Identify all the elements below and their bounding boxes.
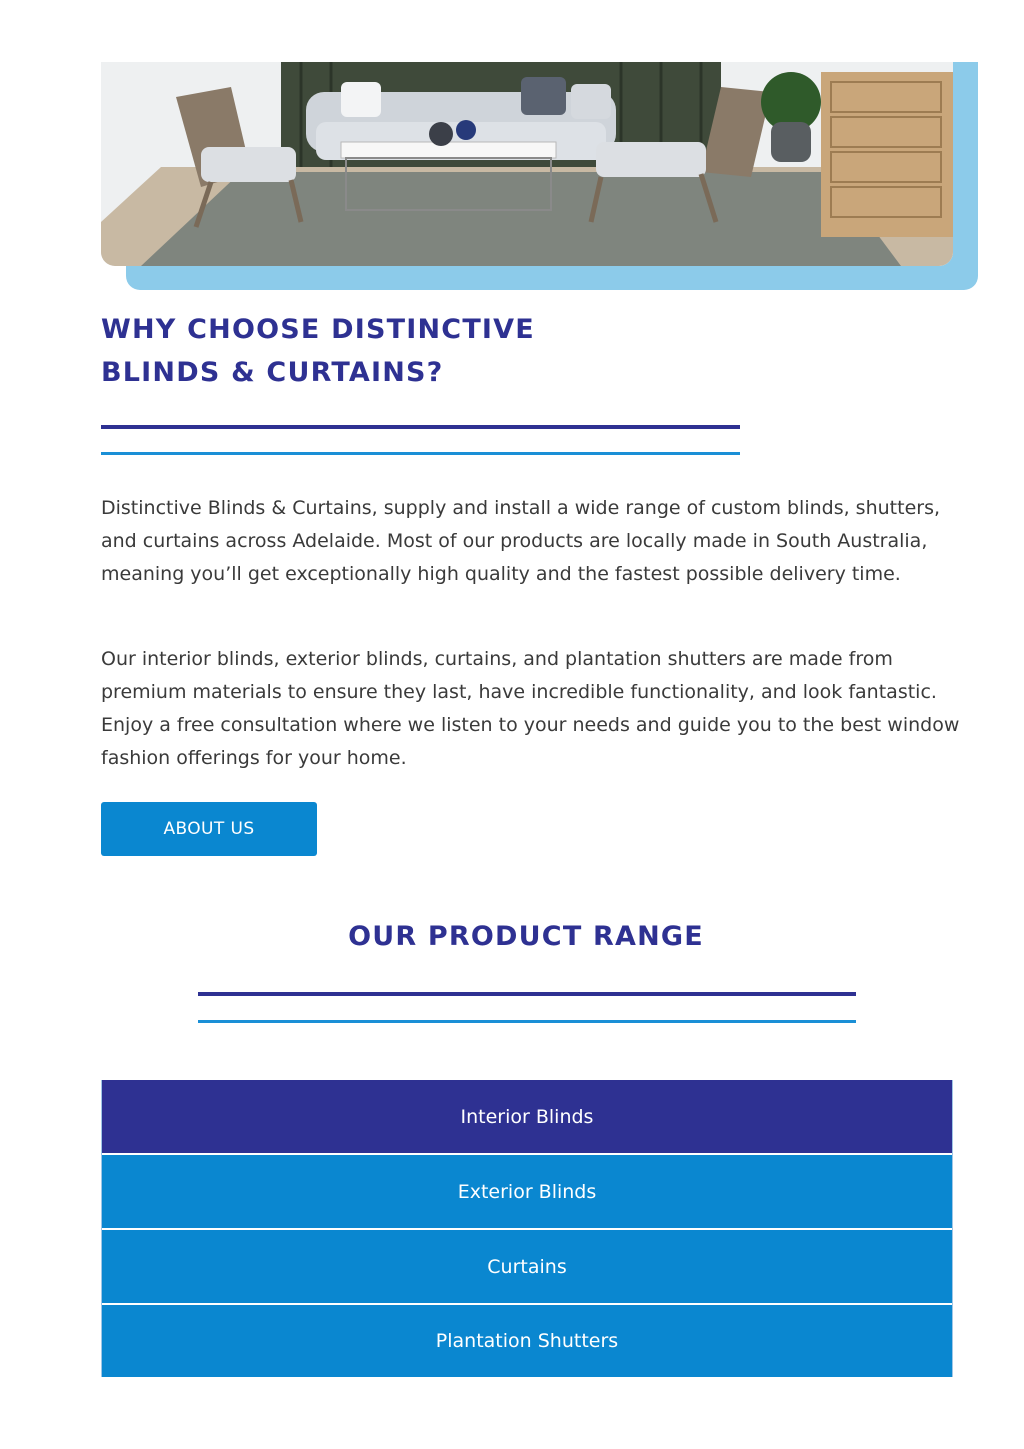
range-divider-sky xyxy=(198,1020,856,1023)
hero-image xyxy=(101,62,953,266)
why-heading-line-2: BLINDS & CURTAINS? xyxy=(101,357,444,388)
living-room-illustration xyxy=(101,62,953,266)
product-item-curtains[interactable] xyxy=(102,1230,952,1305)
product-range-list xyxy=(101,1080,953,1377)
product-item-label: Exterior Blinds xyxy=(457,1180,597,1203)
product-item-interior-blinds[interactable] xyxy=(102,1080,952,1155)
product-item-label: Plantation Shutters xyxy=(435,1330,619,1352)
product-item-label: Interior Blinds xyxy=(460,1105,594,1128)
about-us-button[interactable]: ABOUT US xyxy=(101,802,317,856)
why-heading-line-1: WHY CHOOSE DISTINCTIVE xyxy=(101,314,535,345)
product-item-exterior-blinds[interactable] xyxy=(102,1155,952,1230)
why-divider-sky xyxy=(101,452,740,455)
product-range-heading: OUR PRODUCT RANGE xyxy=(348,921,704,952)
product-item-plantation-shutters[interactable] xyxy=(102,1305,952,1377)
why-divider-navy xyxy=(101,425,740,429)
products-paragraph: Our interior blinds, exterior blinds, curtains, and plantation shutters are made from premium materials to ensure they last, have incredible functionality, and look fantastic. Enjoy a free consultation where we listen to your needs and guide you to the best window fashion offerings for your home. xyxy=(101,648,960,769)
product-item-label: Curtains xyxy=(487,1255,567,1278)
intro-paragraph: Distinctive Blinds & Curtains, supply and install a wide range of custom blinds, shutters, and curtains across Adelaide. Most of our products are locally made in South Australia, meaning you’ll get exceptionally high quality and the fastest possible delivery time. xyxy=(101,497,941,585)
why-choose-heading xyxy=(101,308,741,394)
range-divider-navy xyxy=(198,992,856,996)
